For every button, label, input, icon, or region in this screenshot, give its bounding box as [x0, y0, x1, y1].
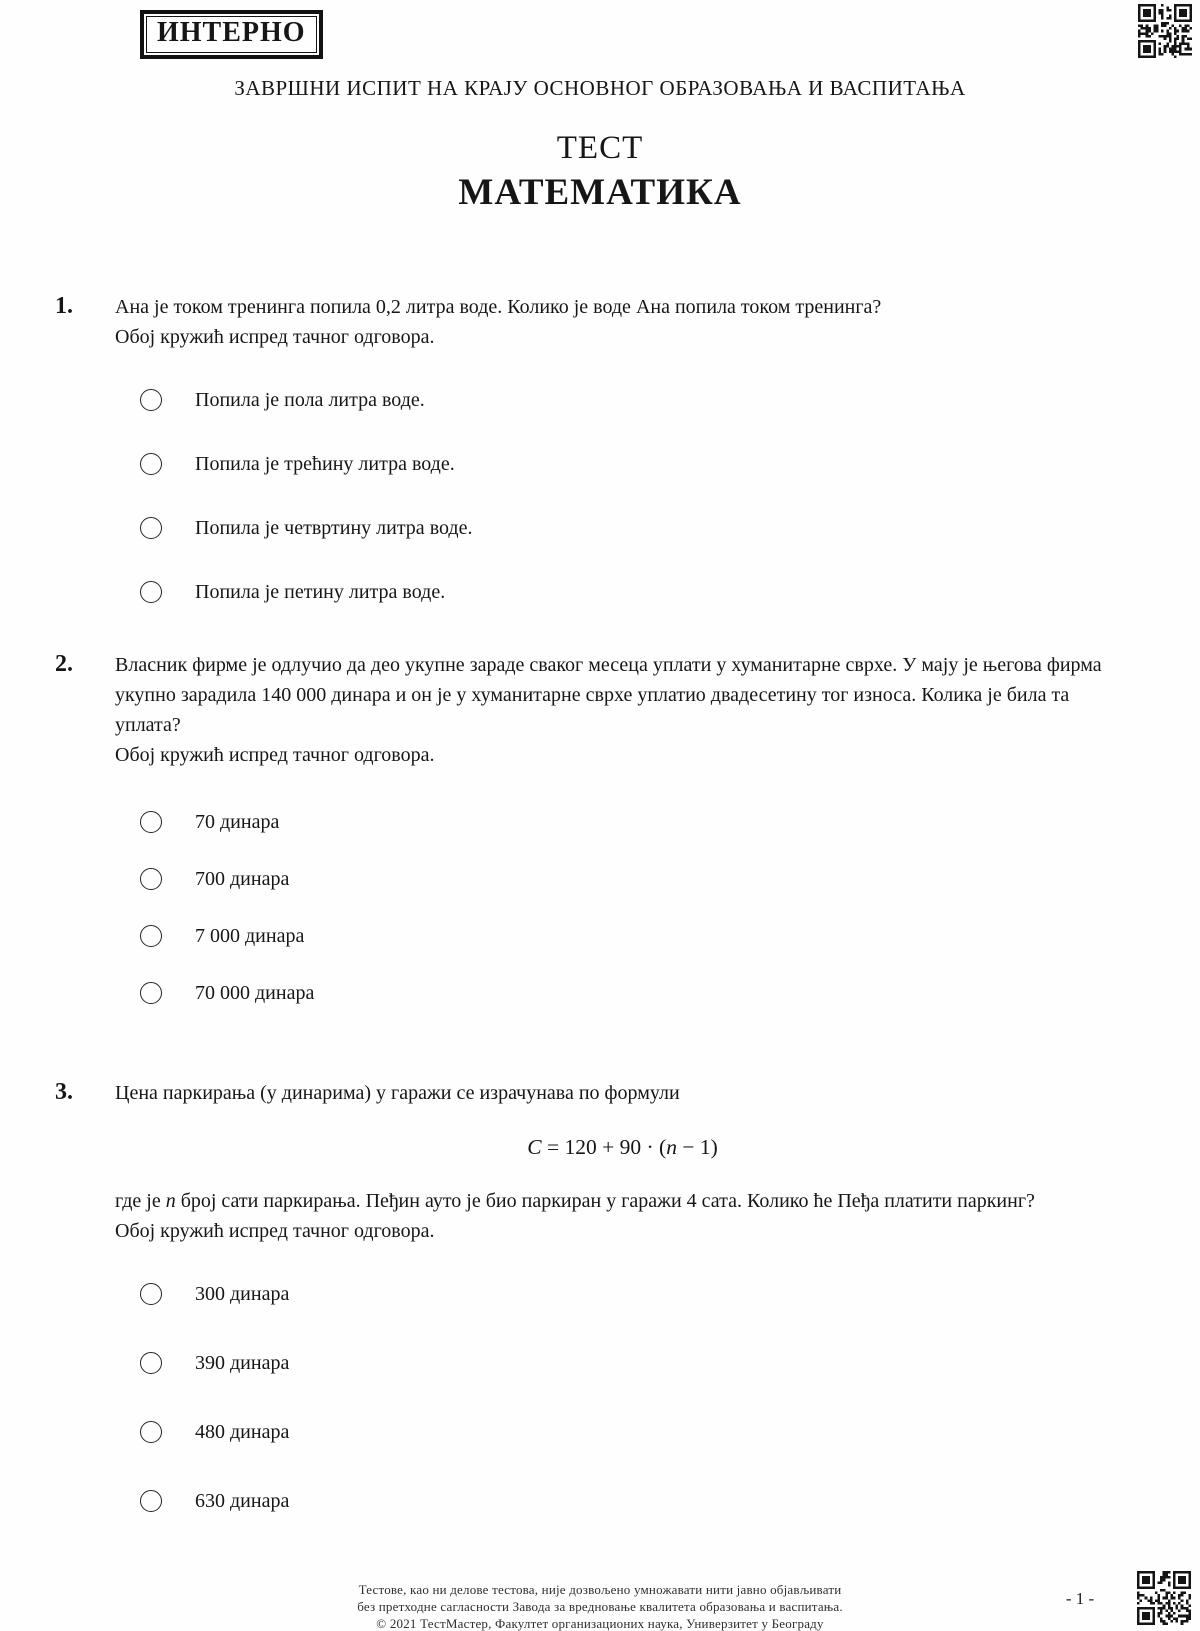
option-label: 630 динара — [195, 1490, 290, 1512]
footer-copyright — [0, 1581, 1200, 1631]
question-1-instruction: Обој кружић испред тачног одговора. — [115, 326, 435, 348]
formula-body: = 120 + 90 · ( — [541, 1135, 667, 1159]
question-1-option-2[interactable] — [115, 452, 1130, 476]
header — [0, 76, 1200, 214]
question-2-number: 2. — [55, 651, 73, 677]
formula-variable: n — [165, 1190, 176, 1212]
option-label: Попила је четвртину литра воде. — [195, 517, 473, 539]
formula-variable: C — [527, 1135, 542, 1159]
question-3-option-1[interactable] — [115, 1282, 1130, 1306]
question-3-text — [115, 1186, 1130, 1216]
formula-body: − 1) — [676, 1135, 718, 1159]
option-label: 390 динара — [195, 1352, 290, 1374]
option-label: Попила је петину литра воде. — [195, 581, 446, 603]
radio-circle[interactable] — [140, 1421, 162, 1443]
footer-line-2: без претходне сагласности Завода за вредновање квалитета образовања и васпитања. — [357, 1599, 843, 1614]
radio-circle[interactable] — [140, 982, 162, 1004]
radio-circle[interactable] — [140, 925, 162, 947]
question-3-formula — [115, 1135, 1130, 1160]
question-3-number: 3. — [55, 1079, 73, 1105]
subject-title: МАТЕМАТИКА — [458, 172, 742, 213]
option-label: 700 динара — [195, 868, 290, 890]
footer-line-3: © 2021 ТестМастер, Факултет организационих наука, Универзитет у Београду — [376, 1616, 824, 1631]
question-3-option-3[interactable] — [115, 1420, 1130, 1444]
radio-circle[interactable] — [140, 811, 162, 833]
question-1-option-4[interactable] — [115, 580, 1130, 604]
option-label: 70 динара — [195, 811, 280, 833]
option-label: 300 динара — [195, 1283, 290, 1305]
option-label: 7 000 динара — [195, 925, 305, 947]
formula-variable: n — [666, 1135, 677, 1159]
question-3-option-2[interactable] — [115, 1351, 1130, 1375]
option-label: 480 динара — [195, 1421, 290, 1443]
interno-label: ИНТЕРНО — [146, 16, 317, 53]
question-3-option-4[interactable] — [115, 1489, 1130, 1513]
radio-circle[interactable] — [140, 517, 162, 539]
question-2-instruction: Обој кружић испред тачног одговора. — [115, 744, 435, 766]
question-3 — [55, 1078, 1130, 1513]
question-1 — [55, 292, 1130, 604]
question-2-option-1[interactable] — [115, 810, 1130, 834]
question-1-option-3[interactable] — [115, 516, 1130, 540]
question-3-intro: Цена паркирања (у динарима) у гаражи се израчунава по формули — [115, 1082, 680, 1104]
radio-circle[interactable] — [140, 1490, 162, 1512]
radio-circle[interactable] — [140, 1352, 162, 1374]
question-3-options — [115, 1282, 1130, 1513]
question-2-text: Власник фирме је одлучио да део укупне зараде сваког месеца уплати у хуманитарне сврхе. У мају је његова фирма укупно зарадила 140 000 динара и он је у хуманитарне сврхе уплатио двадесетину тог износа. Колика је била та уплата? — [115, 654, 1102, 736]
test-label: ТЕСТ — [556, 130, 644, 166]
option-label: Попила је трећину литра воде. — [195, 453, 455, 475]
radio-circle[interactable] — [140, 1283, 162, 1305]
question-2-options — [115, 810, 1130, 1005]
question-1-number: 1. — [55, 293, 73, 319]
radio-circle[interactable] — [140, 453, 162, 475]
question-2-option-4[interactable] — [115, 981, 1130, 1005]
question-3-instruction: Обој кружић испред тачног одговора. — [115, 1220, 435, 1242]
question-1-text: Ана је током тренинга попила 0,2 литра воде. Колико је воде Ана попила током тренинга? — [115, 296, 882, 318]
radio-circle[interactable] — [140, 868, 162, 890]
radio-circle[interactable] — [140, 389, 162, 411]
option-label: 70 000 динара — [195, 982, 315, 1004]
qr-code-top-icon — [1138, 3, 1192, 59]
interno-stamp — [140, 10, 323, 59]
page-number: - 1 - — [1065, 1589, 1095, 1608]
question-2 — [55, 650, 1130, 1005]
exam-title: ЗАВРШНИ ИСПИТ НА КРАЈУ ОСНОВНОГ ОБРАЗОВАЊА И ВАСПИТАЊА — [234, 76, 966, 100]
question-2-option-2[interactable] — [115, 867, 1130, 891]
qr-code-bottom-icon — [1137, 1570, 1191, 1626]
option-label: Попила је пола литра воде. — [195, 389, 425, 411]
footer-line-1: Тестове, као ни делове тестова, није дозвољено умножавати нити јавно објављивати — [358, 1582, 842, 1597]
question-2-option-3[interactable] — [115, 924, 1130, 948]
radio-circle[interactable] — [140, 581, 162, 603]
question-1-option-1[interactable] — [115, 388, 1130, 412]
question-1-options — [115, 388, 1130, 604]
question-3-text-pre: где је — [115, 1190, 166, 1212]
question-3-text-post: број сати паркирања. Пеђин ауто је био паркиран у гаражи 4 сата. Колико ће Пеђа платити паркинг? — [175, 1190, 1035, 1212]
